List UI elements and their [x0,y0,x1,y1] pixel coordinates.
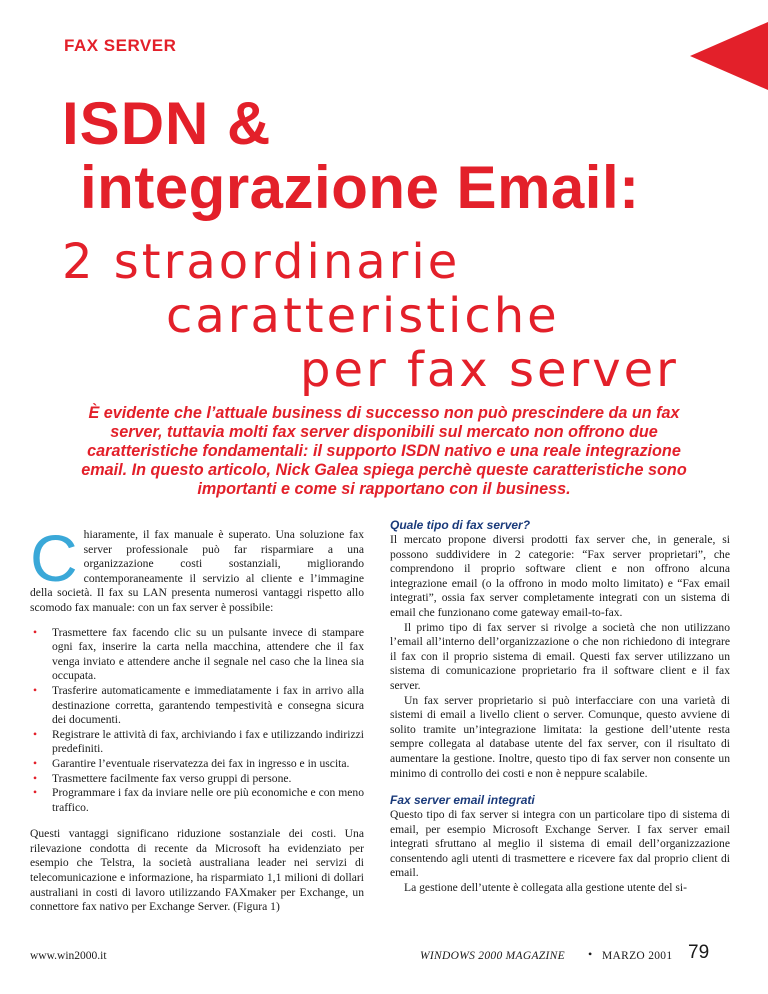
list-item [30,684,364,728]
subtitle-line-1: 2 straordinarie [62,234,461,290]
bullet-icon: • [33,756,38,770]
list-item [30,728,364,757]
bullet-icon: • [33,625,38,639]
footer-magazine: WINDOWS 2000 MAGAZINE [420,950,565,962]
list-item [30,757,364,772]
closing-paragraph: Questi vantaggi significano riduzione sostanziale dei costi. Una rilevazione condotta di recente da Microsoft ha evidenziato per esempio che Telstra, la società australiana leader nei servizi di telecomunicazione e informazione, ha risparmiato 1,1 milioni di dollari australiani in costi di lavoro utilizzando FAXmaker per Exchange, un connettore fax nativo per Exchange Server. (Figura 1) [30,827,364,914]
corner-triangle-icon [690,22,768,90]
footer-separator: • [588,947,593,961]
bullet-icon: • [33,786,38,800]
title-line-2: integrazione Email: [80,154,640,221]
list-item [30,772,364,787]
paragraph: Questo tipo di fax server si integra con un particolare tipo di sistema di email, per esempio Microsoft Exchange Server. I fax server email integrati sfruttano al meglio il sistema di email dell’organizzazione consentendo agli utenti di trasmettere e ricevere fax dal proprio client di email. [390,808,730,880]
title-line-1: ISDN & [62,90,272,157]
list-item-text: Trasmettere facilmente fax verso gruppi di persone. [52,771,292,785]
benefits-list [30,626,364,816]
subtitle-line-3: per fax server [300,342,679,398]
list-item [30,626,364,684]
drop-cap: C [30,521,78,595]
bullet-icon: • [33,683,38,697]
section-heading-fax-type: Quale tipo di fax server? [390,518,531,532]
section-label: FAX SERVER [64,36,177,55]
lead-paragraph: È evidente che l’attuale business di successo non può prescindere da un fax server, tuttavia molti fax server disponibili sul mercato non offrono due caratteristiche fondamentali: il supporto ISDN nativo e una reale integrazione email. In questo articolo, Nick Galea spiega perchè queste caratteristiche sono importanti e come si rapportano con il business. [81,404,687,498]
intro-text: hiaramente, il fax manuale è superato. Una soluzione fax server professionale può far risparmiare a una organizzazione costi sostanziali, migliorando contemporaneamente il servizio al cliente e l’immagine della società. Il fax su LAN presenta numerosi vantaggi rispetto allo scomodo fax manuale: con un fax server è possibile: [30,528,364,614]
left-column [30,521,364,915]
right-column [390,518,730,896]
bullet-icon: • [33,727,38,741]
footer-date: MARZO 2001 [602,950,673,962]
paragraph: Il primo tipo di fax server si rivolge a società che non utilizzano l’email all’interno dell’organizzazione o che non richiedono di integrare il fax con il proprio sistema di email. Questi fax server utilizzano un sistema di comunicazione proprietario fra il software client e il fax server. [390,620,730,692]
list-item [30,786,364,815]
list-item-text: Programmare i fax da inviare nelle ore più economiche e con meno traffico. [52,786,364,814]
paragraph: Il mercato propone diversi prodotti fax server che, in generale, si possono suddividere in 2 categorie: “Fax server proprietari”, che comprendono il proprio software client e non offrono alcuna integrazione email (o la offrono in modo molto limitato) e “Fax email integrati”, ossia fax server completamente integrati con un sistema di email che funzionano come gateway email-to-fax. [390,533,730,619]
page-number: 79 [688,942,710,963]
list-item-text: Trasferire automaticamente e immediatamente i fax in arrivo alla destinazione corretta, garantendo tempestività e consegna sicura dei documenti. [52,683,364,727]
footer-url: www.win2000.it [30,950,107,962]
subtitle-line-2: caratteristiche [166,288,560,344]
section-heading-email-integration: Fax server email integrati [390,793,535,808]
list-item-text: Garantire l’eventuale riservatezza dei fax in ingresso e in uscita. [52,756,350,770]
paragraph: Un fax server proprietario si può interfacciare con una varietà di sistemi di email a livello client o server. Comunque, questo avviene di solito tramite un’integrazione limitata: la gestione dell’utente resta sempre collegata al database utente del fax server, con il risultato di aumentare la gestione. Inoltre, questo tipo di fax server non consente un minimo di controllo dei costi e non è neppure scalabile. [390,693,730,780]
paragraph: La gestione dell’utente è collegata alla gestione utente del si- [404,881,687,895]
list-item-text: Trasmettere fax facendo clic su un pulsante invece di stampare ogni fax, inserire la carta nella macchina, attendere che il fax venga inviato e attendere anche il segnale nel caso che la linea sia occupata. [52,625,364,683]
intro-paragraph [30,521,364,616]
bullet-icon: • [33,771,38,785]
list-item-text: Registrare le attività di fax, archiviando i fax e utilizzando indirizzi predefiniti. [52,727,364,756]
